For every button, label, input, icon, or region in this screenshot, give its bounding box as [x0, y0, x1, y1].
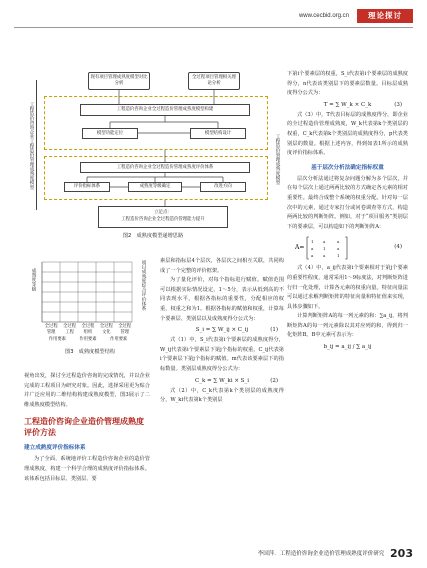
- svg-text:a: a: [311, 246, 314, 252]
- right-paragraph-1: 下第i个要素层的权重，S_i代表第i个要素层的成熟度得分，n代表该类别层下的要素层数量。目标层成熟度得分公式为：: [287, 71, 408, 97]
- fig3-bottom-label: 作用要素: [48, 337, 66, 342]
- fig2-node-top1: 现有项目管理成熟度模型对比分析: [88, 72, 150, 90]
- right-column: [287, 70, 408, 353]
- formula-5: [287, 344, 408, 350]
- fig3-right-label: 项目成熟度综合评价体系: [141, 260, 146, 311]
- fig2-right-label: 工程造价管理成熟度模型: [275, 133, 280, 185]
- footer-text: 李国萍．工程造价咨询企业造价管理成熟度评价研究: [257, 551, 385, 557]
- matrix-formula: [287, 235, 408, 261]
- fig3-category-label: 全过程 工程: [63, 324, 77, 335]
- formula-3-number: (3): [394, 101, 402, 108]
- fig2-left-bracket: [36, 80, 37, 210]
- section-title: 工程造价咨询企业造价管理成熟度评价方法: [24, 417, 144, 438]
- header-divider: [14, 27, 413, 28]
- matrix-a: [295, 235, 355, 261]
- fig2-node-eval-index: 评价指标体系: [64, 182, 110, 192]
- formula-3: [287, 102, 408, 108]
- right-paragraph-3: 层次分析法通过将复杂问题分解为多个层次，并在每个层次上通过两两比较的方式确定各元素的相对重要性。最终合成整个系统的权重分配。针对每一层次中的元素，通过专家打分或问卷调查等方式，构造两两比较的判断矩阵。例如，对于“项目服务”类别层下的要素层，可以构造如下的判断矩阵A：: [287, 175, 408, 230]
- svg-text:1: 1: [311, 239, 314, 245]
- figure-2: [24, 66, 282, 238]
- fig2-node-model-func: 模型功能定位: [82, 128, 138, 139]
- formula-2-text: C_k = ∑ W_ki × S_i: [195, 377, 249, 384]
- left-paragraph-1: 视角出发，探讨全过程造价咨询的完成情况，并以企业完成的工程项目为研究对象。因此，选择采用更为贴合并广泛应用的二维结构构建成熟度模型，图3展示了二维成熟度模型结构。: [24, 373, 150, 408]
- left-column: [24, 372, 150, 484]
- page-number: 203: [390, 547, 413, 560]
- fig2-left-label: 工程造价咨询企业工程造价管理成熟度模型: [29, 102, 34, 190]
- fig2-goal-title: 立足点：: [154, 210, 172, 215]
- fig2-node-model-struct: 模型结构设计: [190, 128, 246, 139]
- fig2-goal-box: [98, 206, 228, 228]
- formula-1-text: S_i = ∑ W_ij × C_ij: [195, 327, 249, 334]
- fig3-category-label: 全过程 文化: [99, 324, 113, 335]
- formula-1-number: (1): [270, 327, 278, 334]
- fig3-caption: 图3 成熟度模型结构: [65, 349, 115, 355]
- svg-text:a: a: [337, 239, 340, 245]
- header-url: www.cecbid.org.cn: [298, 13, 349, 19]
- fig3-categories: [42, 324, 134, 335]
- mid-paragraph-1: 素层和指标层4个层次，各层次之间相互关联，共同构成了一个完整的评价框架。: [160, 258, 284, 274]
- fig2-node-improve: 改进方向: [200, 182, 246, 192]
- fig3-category-label: 全过程 管理: [118, 324, 132, 335]
- formula-2: [160, 378, 284, 384]
- right-paragraph-4: 式（4）中，a_ij代表第i个要素相对于第j个要素的重要性程度，通常采用1～9标度法，对判断矩阵进行归一化处理，计算各元素的权重向量。特征向量法可以通过求解判断矩阵的特征向量和特征值来实现，具体步骤如下。: [287, 265, 408, 310]
- mid-paragraph-3: 式（1）中，S_i代表第i个要素层的成熟度得分，W_ij代表第i个要素层下第j个指标的权重，C_ij代表第i个要素层下第j个指标的赋值。m代表该要素层下的指标数量。类别层成熟度得分公式为：: [160, 337, 284, 372]
- fig3-y-label: 成熟度等级: [31, 268, 36, 291]
- fig2-goal-text: 工程造价咨询企业全过程造价管理能力提升: [121, 217, 205, 222]
- svg-text:1: 1: [323, 246, 326, 252]
- svg-text:A=: A=: [295, 244, 305, 252]
- svg-text:a: a: [337, 246, 340, 252]
- left-paragraph-2: 为了全面、系统地评价工程造价咨询企业的造价管理成熟度，构建一个科学合理的成熟度评价指标体系。该体系包括目标层、类别层、要: [24, 456, 150, 482]
- mid-paragraph-4: 式（2）中，C_k代表第k个类别层的成熟度得分，W_ki代表第k个类别层: [160, 387, 284, 404]
- middle-column: [160, 257, 284, 406]
- fig3-bottom-label: 作用要素: [79, 337, 97, 342]
- svg-text:a: a: [311, 253, 314, 259]
- page-header: [0, 0, 427, 34]
- right-paragraph-2: 式（3）中，T代表目标层的成熟度得分，即企业的全过程造价管理成熟度，W_k代表第k个类别层的权重，C_k代表第k个类别层的成熟度得分，p代表类别层的数量。根据上述内容，得到如表1所示的成熟度评价指标体系。: [287, 111, 408, 157]
- fig3-bottom-labels: [42, 336, 134, 342]
- formula-1: [160, 327, 284, 333]
- fig2-node-eval: 工程造价咨询企业全过程造价管理成熟度评价体系: [80, 162, 250, 173]
- svg-text:1: 1: [337, 253, 340, 259]
- fig2-caption: 图2 成熟度模型递增思路: [122, 233, 184, 239]
- figure-3: [28, 256, 152, 360]
- fig2-node-maturity-level: 成熟度等级确定: [128, 182, 182, 192]
- matrix-number: (4): [394, 244, 402, 251]
- svg-text:a: a: [323, 253, 326, 259]
- fig2-node-core: 工程造价咨询企业全过程造价管理成熟度模型构建: [80, 104, 250, 116]
- right-paragraph-5: 计算判断矩阵A的每一列元素的和：∑a_ij，将判断矩阵A的每一列元素除以其对应列的和，得到归一化矩阵B。B中元素可表示为：: [287, 313, 408, 339]
- page-footer: [258, 547, 413, 560]
- formula-5-text: b_ij = a_ij / ∑ a_ij: [323, 344, 372, 351]
- formula-3-text: T = ∑ W_k × C_k: [323, 101, 372, 108]
- fig2-node-top2: 全过程项目管理相关理论分析: [188, 72, 240, 90]
- left-sub-title: 建立成熟度评价指标体系: [24, 445, 86, 452]
- fig3-category-label: 全过程 管理: [44, 324, 58, 335]
- fig3-category-label: 全过程 组织: [81, 324, 95, 335]
- mid-paragraph-2: 为了量化评价，对每个指标进行赋值。赋值范围可以根据实际情况设定，1～5分，表示从低到高的不同表现水平，根据各指标的重要性，分配相应的权重，权重之和为1。根据各指标的赋值和权重，计算每个要素层、类别层以及成熟度得分公式为：: [160, 277, 284, 322]
- section-tab: 理论探讨: [357, 9, 413, 23]
- fig3-bottom-label: 作用要素: [110, 337, 128, 342]
- svg-text:a: a: [323, 239, 326, 245]
- right-sub-title: 基于层次分析法确定指标权重: [311, 164, 384, 171]
- formula-2-number: (2): [270, 377, 278, 384]
